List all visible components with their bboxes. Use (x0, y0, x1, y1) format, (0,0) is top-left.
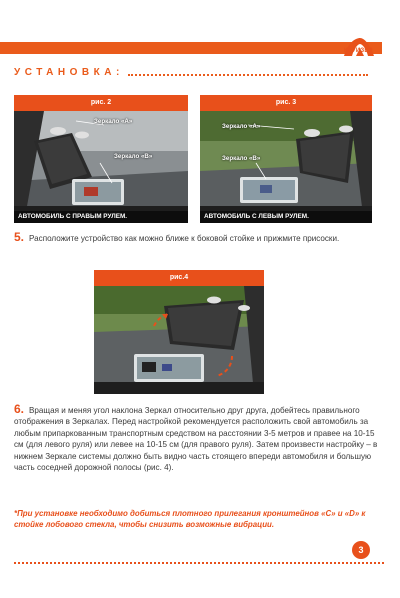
figure-4 (94, 270, 264, 394)
mirror-b-label: Зеркало «В» (222, 155, 261, 162)
brand-logo-icon (330, 36, 390, 58)
brand-name: КРУИЗЕР (344, 48, 373, 54)
mirror-a-label: Зеркало «А» (94, 118, 133, 125)
page-number: 3 (352, 541, 370, 559)
figure-3 (200, 95, 372, 223)
step-5-number: 5. (14, 230, 25, 244)
step-6 (14, 404, 386, 473)
step-6-number: 6. (14, 402, 25, 416)
figure-2-title: рис. 2 (14, 95, 188, 111)
step-5 (14, 232, 386, 244)
title-divider (128, 74, 368, 76)
figure-2 (14, 95, 188, 223)
step-5-text: Расположите устройство как можно ближе к боковой стойке и прижмите присоски. (29, 234, 340, 243)
figure-2-photo (14, 111, 188, 223)
figure-3-caption: АВТОМОБИЛЬ С ЛЕВЫМ РУЛЕМ. (200, 211, 372, 223)
figure-3-title: рис. 3 (200, 95, 372, 111)
figure-4-photo (94, 286, 264, 394)
figure-2-caption: АВТОМОБИЛЬ С ПРАВЫМ РУЛЕМ. (14, 211, 188, 223)
step-6-text: Вращая и меняя угол наклона Зеркал относительно друг друга, добейтесь правильного отображения в Зеркалах. Перед настройкой рекомендуется расположить свой автомобиль за любым припаркованным транспортным средством на расстоянии 3-5 метров и правее на 10-15 см (для левого руля) или левее на 10-15 см (для правого руля). Затем произвести настройку – в нижнем Зеркале системы должно быть видно часть стоящего впереди автомобиля и большую часть соседней дорожной полосы (рис. 4). (14, 406, 378, 473)
installation-note: *При установке необходимо добиться плотного прилегания кронштейнов «С» и «D» к стойке лобового стекла, чтобы снизить возможные вибрации. (14, 509, 366, 530)
mirror-b-label: Зеркало «В» (114, 153, 153, 160)
mirror-a-label: Зеркало «А» (222, 123, 261, 130)
section-title: УСТАНОВКА: (14, 67, 124, 78)
figure-4-title: рис.4 (94, 270, 264, 286)
footer-divider (14, 562, 384, 564)
header-bar (0, 42, 382, 54)
